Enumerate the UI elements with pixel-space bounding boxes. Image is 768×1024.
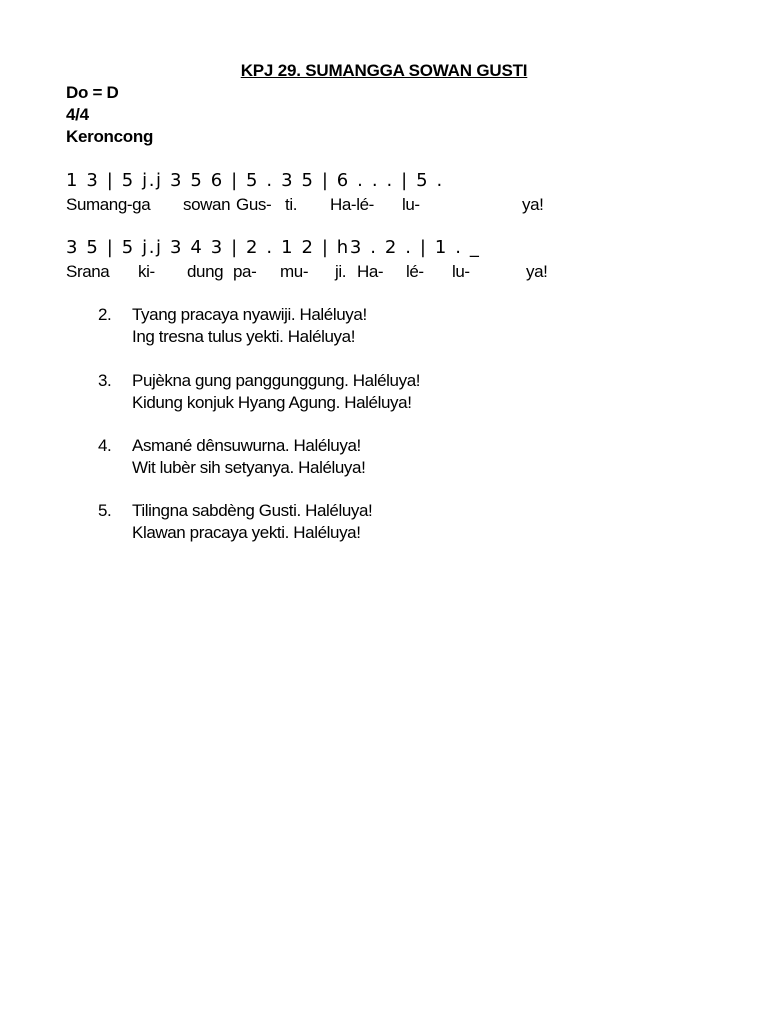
lyric-syllable: Ha-lé- (330, 195, 374, 214)
lyric-syllable: ya! (522, 195, 544, 214)
verse-number: 4. (98, 436, 112, 455)
verse-line: Tilingna sabdèng Gusti. Haléluya! (132, 501, 373, 520)
lyric-syllable: mu- (280, 262, 309, 281)
song-title: KPJ 29. SUMANGGA SOWAN GUSTI (240, 61, 528, 80)
verse-line: Tyang pracaya nyawiji. Haléluya! (132, 305, 367, 324)
verse-line: Klawan pracaya yekti. Haléluya! (132, 523, 361, 542)
verse-line: Kidung konjuk Hyang Agung. Haléluya! (132, 393, 412, 412)
verse-number: 2. (98, 305, 112, 324)
verse-line: Asmané dênsuwurna. Haléluya! (132, 436, 361, 455)
lyric-syllable: lu- (452, 262, 470, 281)
lyric-syllable: sowan (183, 195, 231, 214)
song-style: Keroncong (66, 127, 154, 146)
lyric-syllable: pa- (233, 262, 257, 281)
lyric-syllable: Gus- (236, 195, 272, 214)
verse-number: 3. (98, 371, 112, 390)
verse-line: Ing tresna tulus yekti. Haléluya! (132, 327, 356, 346)
lyric-syllable: lé- (406, 262, 424, 281)
lyric-syllable: Sumang-ga (66, 195, 151, 214)
time-signature: 4/4 (66, 105, 89, 124)
verse-line: Pujèkna gung panggunggung. Haléluya! (132, 371, 421, 390)
lyric-syllable: Srana (66, 262, 110, 281)
lyric-syllable: ji. (335, 262, 347, 281)
verse-line: Wit lubèr sih setyanya. Haléluya! (132, 458, 366, 477)
lyric-syllable: ki- (138, 262, 155, 281)
lyric-syllable: ya! (526, 262, 548, 281)
lyric-syllable: ti. (285, 195, 298, 214)
key-signature: Do = D (66, 83, 119, 102)
notation-line-1: 1 3 | 5 j.j 3 5 6 | 5 . 3 5 | 6 . . . | 5 . (66, 170, 444, 191)
lyric-syllable: dung (187, 262, 224, 281)
verse-number: 5. (98, 501, 112, 520)
lyric-syllable: lu- (402, 195, 420, 214)
notation-line-2: 3 5 | 5 j.j 3 4 3 | 2 . 1 2 | h3 . 2 . | 1 . _ (66, 237, 481, 258)
lyric-syllable: Ha- (357, 262, 384, 281)
